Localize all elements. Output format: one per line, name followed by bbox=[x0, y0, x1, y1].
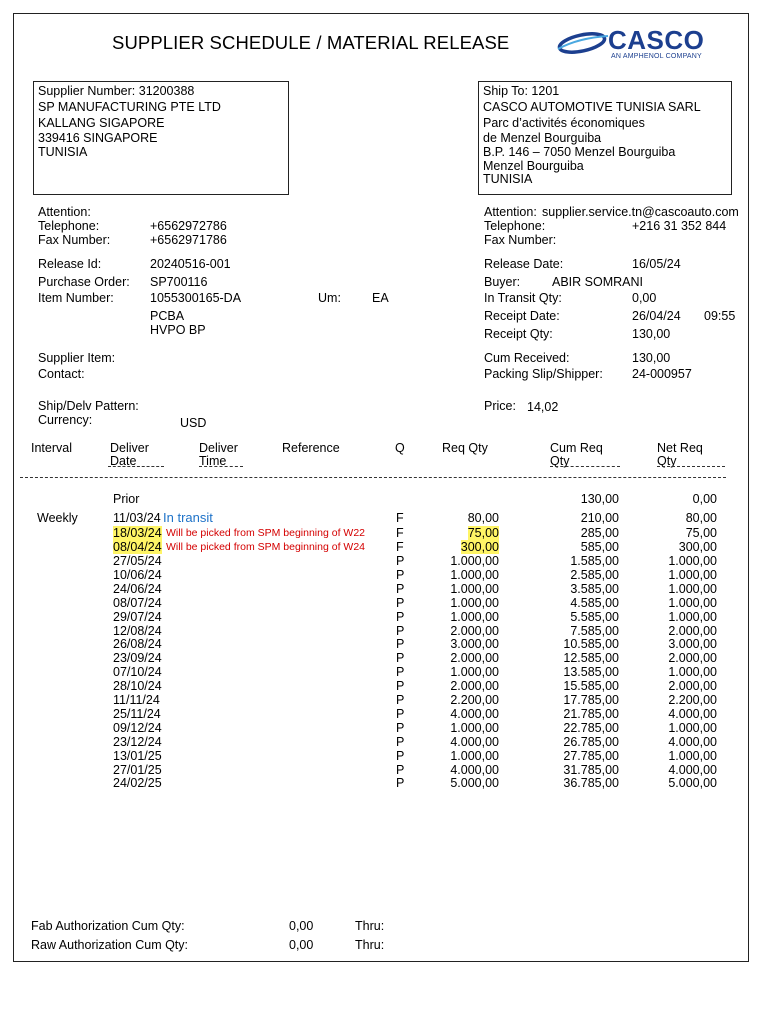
release-id-label: Release Id: bbox=[38, 257, 102, 271]
req-qty-cell: 2.000,00 bbox=[450, 651, 499, 666]
cum-req-cell: 210,00 bbox=[580, 511, 619, 525]
table-row bbox=[0, 735, 768, 749]
table-row bbox=[0, 763, 768, 777]
req-qty-cell: 1.000,00 bbox=[450, 609, 499, 624]
ship-to-line: de Menzel Bourguiba bbox=[483, 131, 602, 145]
packing-slip-value: 24-000957 bbox=[632, 367, 692, 381]
net-req-cell: 2.000,00 bbox=[668, 679, 717, 694]
deliver-date-cell: 11/03/24 bbox=[113, 511, 161, 525]
req-qty-cell: 1.000,00 bbox=[450, 595, 499, 610]
req-qty-cell: 300,00 bbox=[460, 540, 499, 554]
cum-req-cell: 12.585,00 bbox=[563, 651, 619, 666]
cum-req-cell: 5.585,00 bbox=[570, 609, 619, 624]
cum-req-cell: 10.585,00 bbox=[563, 637, 619, 652]
net-req-cell: 75,00 bbox=[685, 526, 717, 540]
um-label: Um: bbox=[318, 291, 341, 305]
table-row bbox=[0, 637, 768, 651]
header-underline bbox=[550, 466, 620, 467]
q-cell: P bbox=[396, 651, 405, 666]
net-req-cell: 2.000,00 bbox=[668, 623, 717, 638]
q-cell: P bbox=[396, 623, 405, 638]
req-qty-cell: 2.200,00 bbox=[450, 693, 499, 707]
contact-label: Contact: bbox=[38, 367, 85, 381]
ship-to-line: B.P. 146 – 7050 Menzel Bourguiba bbox=[483, 145, 676, 159]
receipt-qty-label: Receipt Qty: bbox=[484, 327, 553, 341]
req-qty-cell: 3.000,00 bbox=[450, 637, 499, 652]
fax-value: +6562971786 bbox=[150, 233, 227, 247]
item-description-2: HVPO BP bbox=[150, 323, 206, 337]
cum-req-cell: 22.785,00 bbox=[563, 720, 619, 735]
header-underline bbox=[108, 466, 164, 467]
net-req-cell: 80,00 bbox=[685, 511, 717, 525]
ship-to-address-box bbox=[478, 81, 732, 195]
in-transit-value: 0,00 bbox=[632, 291, 657, 305]
supplier-line: KALLANG SIGAPORE bbox=[38, 116, 165, 130]
deliver-date-cell: 24/06/24 bbox=[113, 581, 162, 596]
cum-req-cell: 36.785,00 bbox=[563, 776, 619, 791]
fab-auth-label: Fab Authorization Cum Qty: bbox=[31, 919, 185, 933]
net-req-cell: 3.000,00 bbox=[668, 637, 717, 652]
header-underline bbox=[199, 466, 243, 467]
col-header-req-qty: Req Qty bbox=[442, 441, 488, 455]
deliver-date-cell: 18/03/24 bbox=[113, 526, 162, 540]
deliver-date-cell: 27/01/25 bbox=[113, 762, 162, 777]
prior-net: 0,00 bbox=[692, 492, 717, 506]
net-req-cell: 1.000,00 bbox=[668, 720, 717, 735]
q-cell: P bbox=[396, 665, 405, 680]
col-header-deliver-time-2: Time bbox=[199, 454, 227, 468]
net-req-cell: 5.000,00 bbox=[668, 776, 717, 791]
prior-row bbox=[0, 492, 768, 506]
cum-req-cell: 4.585,00 bbox=[570, 595, 619, 610]
col-header-cum-req-2: Qty bbox=[550, 454, 570, 468]
net-req-cell: 4.000,00 bbox=[668, 762, 717, 777]
table-row bbox=[0, 665, 768, 679]
net-req-cell: 4.000,00 bbox=[668, 734, 717, 749]
raw-auth-label: Raw Authorization Cum Qty: bbox=[31, 938, 189, 952]
net-req-cell: 1.000,00 bbox=[668, 595, 717, 610]
deliver-date-cell: 26/08/24 bbox=[113, 637, 162, 652]
q-cell: P bbox=[396, 609, 405, 624]
req-qty-cell: 1.000,00 bbox=[450, 748, 499, 763]
q-cell: P bbox=[396, 637, 405, 652]
um-value: EA bbox=[372, 291, 389, 305]
right-telephone-value: +216 31 352 844 bbox=[632, 219, 727, 233]
ship-to-line: Parc d’activités économiques bbox=[483, 116, 645, 130]
net-req-cell: 1.000,00 bbox=[668, 748, 717, 763]
table-row bbox=[0, 568, 768, 582]
reference-note: In transit bbox=[163, 510, 213, 525]
header-separator bbox=[20, 477, 726, 478]
ship-to-line: TUNISIA bbox=[483, 172, 533, 186]
ship-pattern-label: Ship/Delv Pattern: bbox=[38, 399, 139, 413]
col-header-cum-req: Cum Req bbox=[550, 441, 603, 455]
deliver-date-cell: 23/09/24 bbox=[113, 651, 162, 666]
table-row bbox=[0, 511, 768, 525]
deliver-date-cell: 09/12/24 bbox=[113, 720, 162, 735]
q-cell: P bbox=[396, 776, 405, 791]
req-qty-cell: 1.000,00 bbox=[450, 665, 499, 680]
table-row bbox=[0, 651, 768, 665]
deliver-date-cell: 07/10/24 bbox=[113, 665, 162, 680]
col-header-deliver-time: Deliver bbox=[199, 441, 238, 455]
fab-auth-value: 0,00 bbox=[289, 919, 314, 933]
item-number-value: 1055300165-DA bbox=[150, 291, 242, 305]
casco-logo bbox=[556, 25, 730, 60]
req-qty-cell: 1.000,00 bbox=[450, 720, 499, 735]
col-header-q: Q bbox=[395, 441, 405, 455]
cum-req-cell: 26.785,00 bbox=[563, 734, 619, 749]
deliver-date-cell: 12/08/24 bbox=[113, 623, 162, 638]
cum-req-cell: 585,00 bbox=[580, 540, 619, 554]
cum-req-cell: 7.585,00 bbox=[570, 623, 619, 638]
net-req-cell: 1.000,00 bbox=[668, 554, 717, 568]
deliver-date-cell: 10/06/24 bbox=[113, 567, 162, 582]
col-header-reference: Reference bbox=[282, 441, 340, 455]
telephone-label: Telephone: bbox=[38, 219, 100, 233]
cum-req-cell: 15.585,00 bbox=[563, 679, 619, 694]
q-cell: F bbox=[396, 526, 404, 540]
logo-wordmark: CASCO bbox=[608, 25, 705, 55]
q-cell: F bbox=[396, 511, 404, 525]
req-qty-cell: 5.000,00 bbox=[450, 776, 499, 791]
col-header-net-req: Net Req bbox=[657, 441, 703, 455]
table-row bbox=[0, 526, 768, 540]
col-header-deliver-date: Deliver bbox=[110, 441, 149, 455]
release-id-value: 20240516-001 bbox=[150, 257, 231, 271]
ship-to-line: CASCO AUTOMOTIVE TUNISIA SARL bbox=[483, 100, 701, 114]
in-transit-label: In Transit Qty: bbox=[484, 291, 562, 305]
col-header-interval: Interval bbox=[31, 441, 72, 455]
col-header-deliver-date-2: Date bbox=[110, 454, 137, 468]
buyer-label: Buyer: bbox=[484, 275, 521, 289]
right-telephone-label: Telephone: bbox=[484, 219, 546, 233]
supplier-line: Supplier Number: 31200388 bbox=[38, 84, 195, 98]
purchase-order-label: Purchase Order: bbox=[38, 275, 130, 289]
cum-req-cell: 31.785,00 bbox=[563, 762, 619, 777]
net-req-cell: 1.000,00 bbox=[668, 609, 717, 624]
q-cell: P bbox=[396, 734, 405, 749]
supplier-line: SP MANUFACTURING PTE LTD bbox=[38, 100, 221, 114]
req-qty-cell: 2.000,00 bbox=[450, 679, 499, 694]
table-row bbox=[0, 554, 768, 568]
table-row bbox=[0, 596, 768, 610]
ship-to-line: Ship To: 1201 bbox=[483, 84, 560, 98]
deliver-date-cell: 11/11/24 bbox=[113, 693, 160, 707]
q-cell: P bbox=[396, 762, 405, 777]
interval-cell: Weekly bbox=[37, 511, 78, 525]
logo-tagline: AN AMPHENOL COMPANY bbox=[611, 53, 702, 60]
deliver-date-cell: 23/12/24 bbox=[113, 734, 162, 749]
currency-label: Currency: bbox=[38, 413, 93, 427]
buyer-value: ABIR SOMRANI bbox=[552, 275, 643, 289]
net-req-cell: 1.000,00 bbox=[668, 665, 717, 680]
table-row bbox=[0, 749, 768, 763]
receipt-date-label: Receipt Date: bbox=[484, 309, 560, 323]
release-date-label: Release Date: bbox=[484, 257, 564, 271]
q-cell: P bbox=[396, 720, 405, 735]
receipt-qty-value: 130,00 bbox=[632, 327, 671, 341]
receipt-time-value: 09:55 bbox=[704, 309, 736, 323]
req-qty-cell: 75,00 bbox=[467, 526, 499, 540]
purchase-order-value: SP700116 bbox=[150, 275, 208, 289]
cum-req-cell: 1.585,00 bbox=[570, 554, 619, 568]
q-cell: P bbox=[396, 706, 405, 721]
cum-req-cell: 21.785,00 bbox=[563, 706, 619, 721]
table-row bbox=[0, 624, 768, 638]
q-cell: P bbox=[396, 748, 405, 763]
deliver-date-cell: 08/07/24 bbox=[113, 595, 162, 610]
release-date-value: 16/05/24 bbox=[632, 257, 681, 271]
req-qty-cell: 1.000,00 bbox=[450, 554, 499, 568]
net-req-cell: 4.000,00 bbox=[668, 706, 717, 721]
item-description-1: PCBA bbox=[150, 309, 185, 323]
deliver-date-cell: 13/01/25 bbox=[113, 748, 162, 763]
price-label: Price: bbox=[484, 399, 516, 413]
table-row bbox=[0, 721, 768, 735]
req-qty-cell: 4.000,00 bbox=[450, 762, 499, 777]
right-attention-email: supplier.service.tn@cascoauto.com bbox=[542, 205, 739, 219]
cum-req-cell: 17.785,00 bbox=[563, 693, 619, 707]
cum-req-cell: 13.585,00 bbox=[563, 665, 619, 680]
receipt-date-value: 26/04/24 bbox=[632, 309, 681, 323]
net-req-cell: 1.000,00 bbox=[668, 581, 717, 596]
attention-label: Attention: bbox=[38, 205, 91, 219]
supplier-line: TUNISIA bbox=[38, 145, 88, 159]
net-req-cell: 2.200,00 bbox=[668, 693, 717, 707]
deliver-date-cell: 27/05/24 bbox=[113, 554, 162, 568]
cum-req-cell: 2.585,00 bbox=[570, 567, 619, 582]
supplier-item-label: Supplier Item: bbox=[38, 351, 116, 365]
q-cell: F bbox=[396, 540, 404, 554]
req-qty-cell: 1.000,00 bbox=[450, 581, 499, 596]
reference-note: Will be picked from SPM beginning of W22 bbox=[166, 527, 366, 539]
supplier-line: 339416 SINGAPORE bbox=[38, 131, 158, 145]
deliver-date-cell: 25/11/24 bbox=[113, 706, 161, 721]
table-row bbox=[0, 582, 768, 596]
net-req-cell: 1.000,00 bbox=[668, 567, 717, 582]
table-row bbox=[0, 540, 768, 554]
fab-thru-label: Thru: bbox=[355, 919, 385, 933]
item-number-label: Item Number: bbox=[38, 291, 114, 305]
deliver-date-cell: 28/10/24 bbox=[113, 679, 162, 694]
req-qty-cell: 4.000,00 bbox=[450, 706, 499, 721]
header-underline bbox=[657, 466, 725, 467]
swoosh-icon bbox=[556, 30, 612, 60]
table-row bbox=[0, 610, 768, 624]
table-row bbox=[0, 776, 768, 790]
packing-slip-label: Packing Slip/Shipper: bbox=[484, 367, 603, 381]
cum-req-cell: 3.585,00 bbox=[570, 581, 619, 596]
raw-thru-label: Thru: bbox=[355, 938, 385, 952]
q-cell: P bbox=[396, 567, 405, 582]
currency-value: USD bbox=[180, 416, 207, 430]
telephone-value: +6562972786 bbox=[150, 219, 227, 233]
req-qty-cell: 2.000,00 bbox=[450, 623, 499, 638]
net-req-cell: 300,00 bbox=[678, 540, 717, 554]
table-row bbox=[0, 679, 768, 693]
right-fax-label: Fax Number: bbox=[484, 233, 557, 247]
deliver-date-cell: 24/02/25 bbox=[113, 776, 162, 791]
prior-cum: 130,00 bbox=[580, 492, 619, 506]
req-qty-cell: 4.000,00 bbox=[450, 734, 499, 749]
price-value: 14,02 bbox=[527, 400, 559, 414]
cum-received-label: Cum Received: bbox=[484, 351, 570, 365]
q-cell: P bbox=[396, 693, 405, 707]
cum-req-cell: 27.785,00 bbox=[563, 748, 619, 763]
right-attention-label: Attention: bbox=[484, 205, 537, 219]
q-cell: P bbox=[396, 554, 405, 568]
raw-auth-value: 0,00 bbox=[289, 938, 314, 952]
page-title: SUPPLIER SCHEDULE / MATERIAL RELEASE bbox=[112, 32, 510, 53]
q-cell: P bbox=[396, 679, 405, 694]
req-qty-cell: 80,00 bbox=[467, 511, 499, 525]
net-req-cell: 2.000,00 bbox=[668, 651, 717, 666]
table-row bbox=[0, 693, 768, 707]
cum-received-value: 130,00 bbox=[632, 351, 671, 365]
deliver-date-cell: 08/04/24 bbox=[113, 540, 162, 554]
ship-to-line: Menzel Bourguiba bbox=[483, 159, 584, 173]
reference-note: Will be picked from SPM beginning of W24 bbox=[166, 541, 366, 553]
q-cell: P bbox=[396, 595, 405, 610]
table-row bbox=[0, 707, 768, 721]
cum-req-cell: 285,00 bbox=[580, 526, 619, 540]
fax-label: Fax Number: bbox=[38, 233, 111, 247]
prior-label: Prior bbox=[113, 492, 140, 506]
supplier-address-box bbox=[33, 81, 289, 195]
q-cell: P bbox=[396, 581, 405, 596]
req-qty-cell: 1.000,00 bbox=[450, 567, 499, 582]
col-header-net-req-2: Qty bbox=[657, 454, 677, 468]
deliver-date-cell: 29/07/24 bbox=[113, 609, 162, 624]
